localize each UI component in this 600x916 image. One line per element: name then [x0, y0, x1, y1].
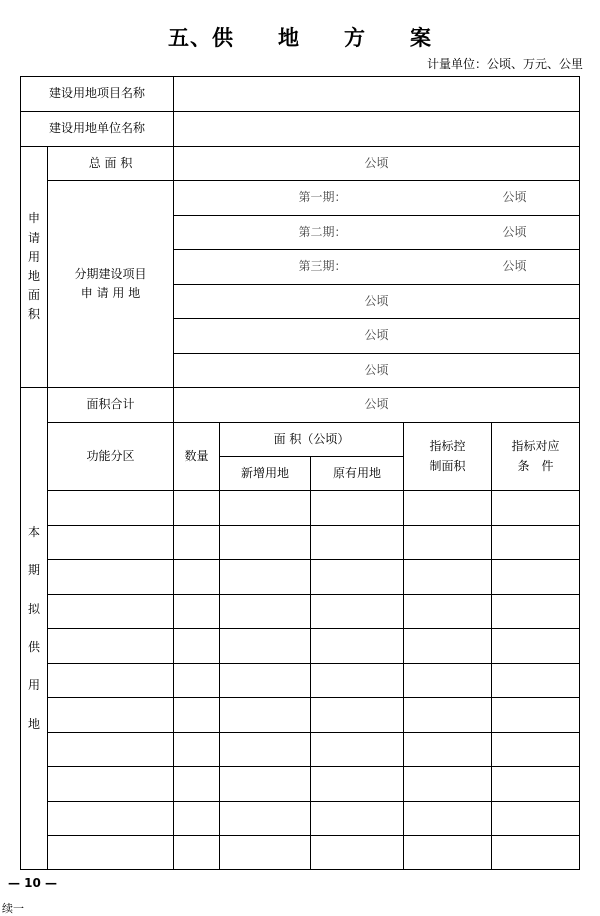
cell[interactable]	[311, 802, 404, 836]
phase-row-1	[21, 181, 580, 216]
phase-extra-field[interactable]: 公顷	[174, 354, 580, 388]
cell[interactable]	[492, 698, 580, 733]
col-index-area: 指标控 制面积	[404, 423, 492, 491]
cell[interactable]	[48, 767, 174, 802]
cell[interactable]	[404, 664, 492, 698]
header-row-1	[21, 423, 580, 457]
total-area-row	[21, 147, 580, 181]
cell[interactable]	[220, 836, 311, 870]
cell[interactable]	[48, 698, 174, 733]
cell[interactable]	[174, 836, 220, 870]
cell[interactable]	[404, 767, 492, 802]
cell[interactable]	[220, 491, 311, 526]
cell[interactable]	[492, 595, 580, 629]
col-existing-land: 原有用地	[311, 457, 404, 491]
cell[interactable]	[174, 560, 220, 595]
cell[interactable]	[492, 733, 580, 767]
cell[interactable]	[492, 664, 580, 698]
cell[interactable]	[48, 733, 174, 767]
unit-name-row	[21, 112, 580, 147]
cell[interactable]	[311, 733, 404, 767]
cell[interactable]	[220, 526, 311, 560]
cell[interactable]	[311, 526, 404, 560]
phase-extra-field[interactable]: 公顷	[174, 285, 580, 319]
cell[interactable]	[404, 526, 492, 560]
cell[interactable]	[174, 767, 220, 802]
phase-1-label: 第一期：	[298, 190, 347, 205]
total-area-label: 总 面 积	[48, 147, 174, 181]
cell[interactable]	[48, 526, 174, 560]
table-row	[21, 733, 580, 767]
unit-note: 计量单位：公顷、万元、公里	[426, 57, 583, 71]
cell[interactable]	[404, 698, 492, 733]
table-row	[21, 698, 580, 733]
cell[interactable]	[492, 491, 580, 526]
cell[interactable]	[48, 802, 174, 836]
area-total-label: 面积合计	[48, 388, 174, 423]
cell[interactable]	[174, 802, 220, 836]
cell[interactable]	[311, 836, 404, 870]
table-row	[21, 491, 580, 526]
cell[interactable]	[174, 526, 220, 560]
area-total-row	[21, 388, 580, 423]
cell[interactable]	[174, 698, 220, 733]
cell[interactable]	[311, 767, 404, 802]
phase-1-field[interactable]	[174, 181, 580, 216]
table-row	[21, 595, 580, 629]
cell[interactable]	[220, 733, 311, 767]
phase-extra-field[interactable]: 公顷	[174, 319, 580, 354]
cell[interactable]	[404, 560, 492, 595]
phase-2-label: 第二期：	[298, 224, 347, 239]
col-area-group: 面 积（公顷）	[220, 423, 404, 457]
cell[interactable]	[220, 664, 311, 698]
cell[interactable]	[220, 629, 311, 664]
cell[interactable]	[48, 560, 174, 595]
area-total-field[interactable]: 公顷	[174, 388, 580, 423]
cell[interactable]	[404, 595, 492, 629]
col-function: 功能分区	[48, 423, 174, 491]
table-row	[21, 664, 580, 698]
unit-name-field[interactable]	[174, 112, 580, 147]
phase-2-field[interactable]	[174, 216, 580, 250]
cell[interactable]	[311, 491, 404, 526]
project-name-row	[21, 77, 580, 112]
project-name-field[interactable]	[174, 77, 580, 112]
cell[interactable]	[174, 733, 220, 767]
cell[interactable]	[404, 802, 492, 836]
continued-label: 续一	[2, 902, 24, 915]
table-row	[21, 560, 580, 595]
cell[interactable]	[311, 698, 404, 733]
phase-2-unit: 公顷	[502, 224, 527, 239]
cell[interactable]	[492, 629, 580, 664]
cell[interactable]	[492, 802, 580, 836]
cell[interactable]	[311, 560, 404, 595]
cell[interactable]	[404, 733, 492, 767]
phase-1-unit: 公顷	[502, 190, 527, 205]
table-row	[21, 767, 580, 802]
cell[interactable]	[220, 698, 311, 733]
cell[interactable]	[174, 595, 220, 629]
col-new-land: 新增用地	[220, 457, 311, 491]
cell[interactable]	[174, 491, 220, 526]
table-row	[21, 802, 580, 836]
table-row	[21, 836, 580, 870]
cell[interactable]	[404, 629, 492, 664]
phase-3-label: 第三期：	[298, 259, 347, 274]
cell[interactable]	[48, 664, 174, 698]
cell[interactable]	[48, 491, 174, 526]
col-count: 数量	[174, 423, 220, 491]
cell[interactable]	[220, 595, 311, 629]
cell[interactable]	[492, 560, 580, 595]
cell[interactable]	[404, 491, 492, 526]
phase-3-unit: 公顷	[502, 259, 527, 274]
cell[interactable]	[220, 802, 311, 836]
cell[interactable]	[492, 526, 580, 560]
page-title: 五、供 地 方 案	[168, 25, 432, 50]
table-row	[21, 526, 580, 560]
table-row	[21, 629, 580, 664]
cell[interactable]	[48, 595, 174, 629]
phase-3-field[interactable]	[174, 250, 580, 285]
cell[interactable]	[48, 629, 174, 664]
apply-area-label: 申 请 用 地 面 积	[21, 147, 48, 388]
page-number: — 10 —	[8, 876, 58, 890]
cell[interactable]	[311, 595, 404, 629]
supply-label: 本 期 拟 供 用 地	[21, 388, 48, 870]
cell[interactable]	[174, 629, 220, 664]
total-area-field[interactable]: 公顷	[174, 147, 580, 181]
cell[interactable]	[492, 836, 580, 870]
cell[interactable]	[48, 836, 174, 870]
cell[interactable]	[404, 836, 492, 870]
cell[interactable]	[492, 767, 580, 802]
project-name-label: 建设用地项目名称	[21, 77, 174, 112]
phased-label: 分期建设项目 申 请 用 地	[48, 181, 174, 388]
cell[interactable]	[311, 629, 404, 664]
cell[interactable]	[220, 560, 311, 595]
cell[interactable]	[311, 664, 404, 698]
unit-name-label: 建设用地单位名称	[21, 112, 174, 147]
land-supply-form	[20, 76, 580, 870]
col-index-cond: 指标对应 条 件	[492, 423, 580, 491]
cell[interactable]	[174, 664, 220, 698]
cell[interactable]	[220, 767, 311, 802]
